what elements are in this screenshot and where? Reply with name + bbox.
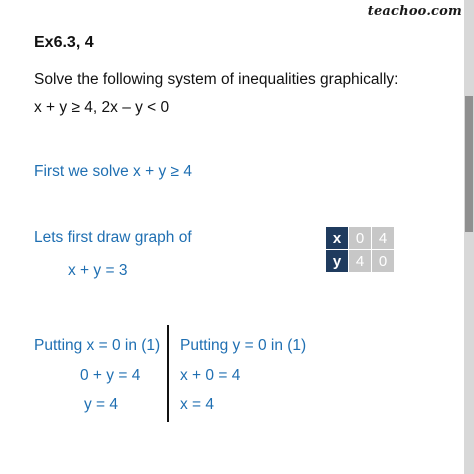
table-row (326, 227, 395, 250)
right-column-heading: Putting y = 0 in (1) (180, 337, 307, 354)
left-column-line-1: 0 + y = 4 (80, 367, 141, 384)
step-first-solve: First we solve x + y ≥ 4 (34, 163, 192, 180)
scrollbar[interactable] (464, 0, 474, 474)
table-cell: 0 (349, 227, 372, 250)
scrollbar-thumb[interactable] (465, 96, 473, 232)
step-draw-graph: Lets first draw graph of (34, 229, 192, 246)
table-row (326, 250, 395, 273)
table-header-y: y (326, 250, 349, 273)
table-cell: 0 (372, 250, 395, 273)
table-cell: 4 (349, 250, 372, 273)
step-equation: x + y = 3 (68, 262, 128, 279)
left-column-heading: Putting x = 0 in (1) (34, 337, 161, 354)
value-table (325, 226, 395, 273)
right-column-line-2: x = 4 (180, 396, 215, 413)
table-cell: 4 (372, 227, 395, 250)
exercise-title: Ex6.3, 4 (34, 34, 94, 51)
table-header-x: x (326, 227, 349, 250)
left-column-line-2: y = 4 (84, 396, 119, 413)
right-column-line-1: x + 0 = 4 (180, 367, 241, 384)
question-line-2: x + y ≥ 4, 2x – y < 0 (34, 99, 170, 116)
brand-logo: teachoo.com (367, 4, 462, 19)
column-divider (167, 325, 169, 422)
question-line-1: Solve the following system of inequalities graphically: (34, 71, 399, 88)
